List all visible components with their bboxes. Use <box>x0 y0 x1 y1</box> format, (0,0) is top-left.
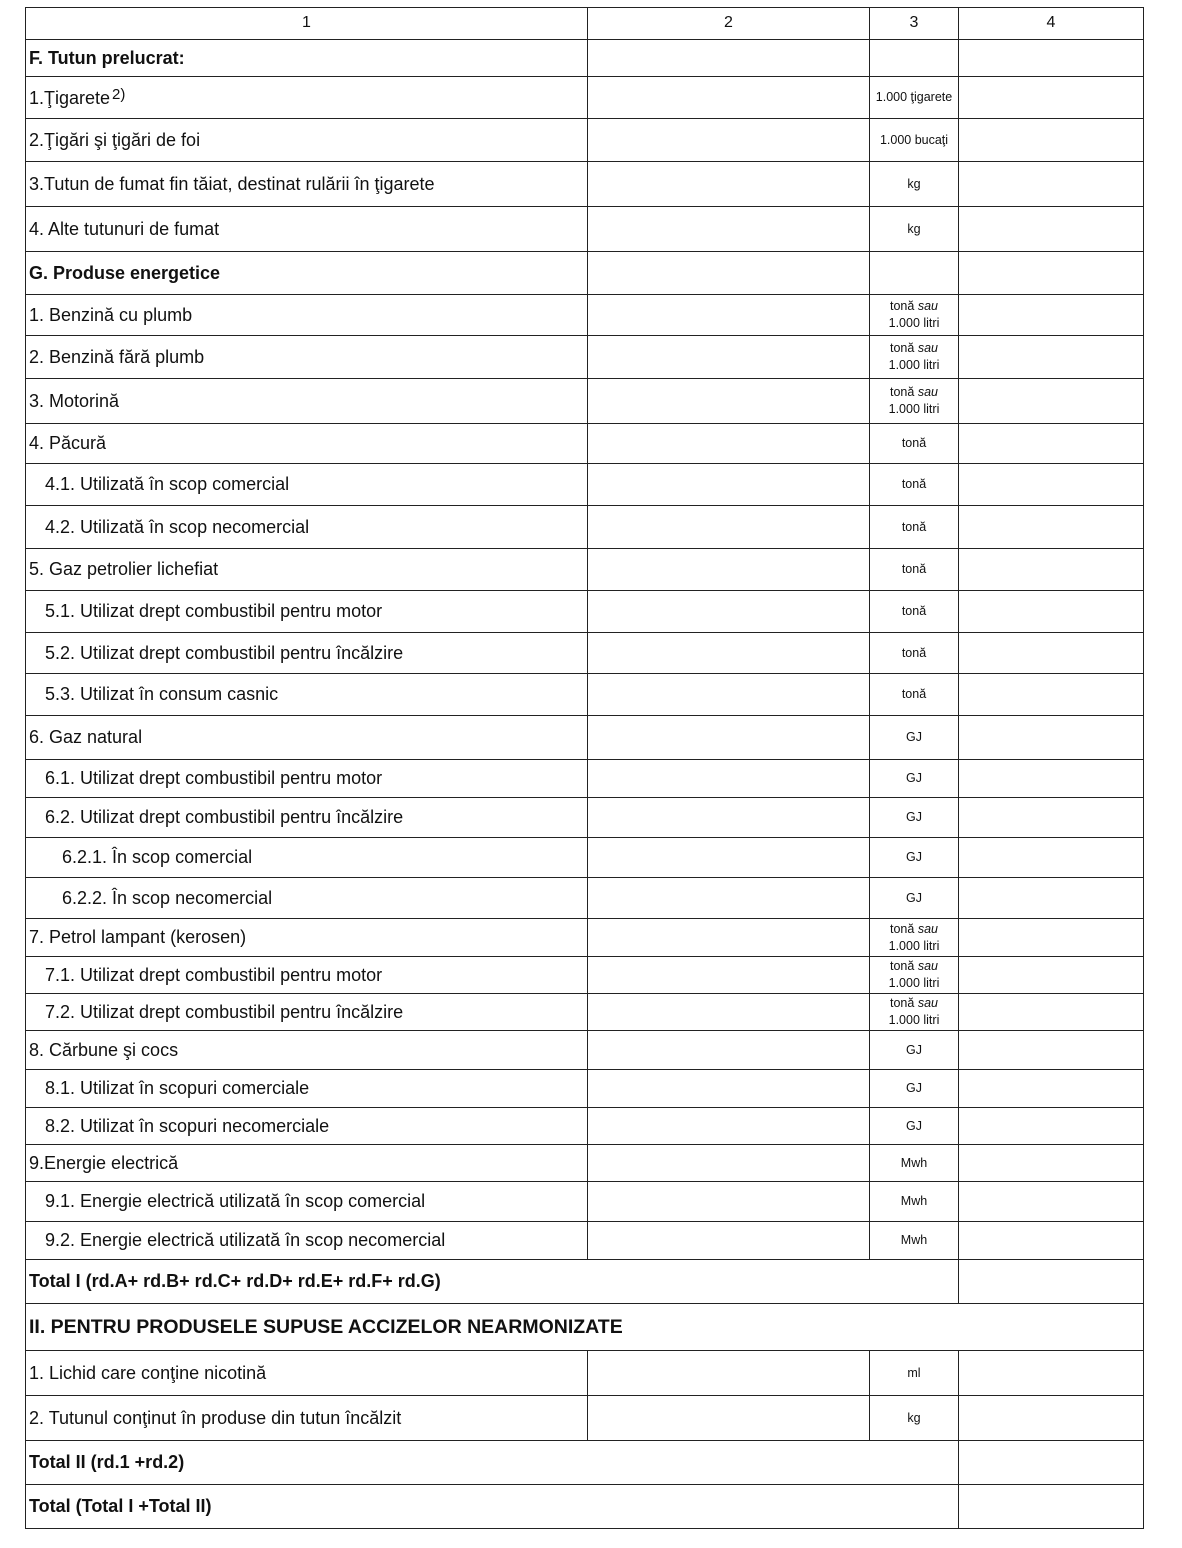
table-row <box>26 464 1144 506</box>
row-label: 4. Păcură <box>26 424 588 464</box>
table-row <box>26 591 1144 633</box>
value-cell[interactable] <box>959 77 1144 119</box>
col-header-2: 2 <box>588 8 870 40</box>
row-label: 5.1. Utilizat drept combustibil pentru motor <box>26 591 588 633</box>
value-cell[interactable] <box>588 838 870 878</box>
value-cell[interactable] <box>588 591 870 633</box>
row-label: 2.Ţigări şi ţigări de foi <box>26 119 588 162</box>
unit-b: 1.000 litri <box>888 976 940 990</box>
value-cell[interactable] <box>588 1070 870 1108</box>
value-cell[interactable] <box>588 919 870 957</box>
unit-cell: Mwh <box>870 1222 959 1260</box>
value-cell[interactable] <box>959 716 1144 760</box>
value-cell[interactable] <box>959 207 1144 252</box>
value-cell[interactable] <box>959 1182 1144 1222</box>
value-cell[interactable] <box>959 1145 1144 1182</box>
header-row <box>26 8 1144 40</box>
value-cell[interactable] <box>959 549 1144 591</box>
unit-or: sau <box>917 996 938 1011</box>
table-row <box>26 760 1144 798</box>
row-label: 5.3. Utilizat în consum casnic <box>26 674 588 716</box>
table-row <box>26 252 1144 295</box>
value-cell[interactable] <box>959 919 1144 957</box>
value-cell[interactable] <box>959 674 1144 716</box>
row-label: 9.2. Energie electrică utilizată în scop necomercial <box>26 1222 588 1260</box>
row-label <box>26 77 588 119</box>
row-label: 6. Gaz natural <box>26 716 588 760</box>
unit-a: tonă <box>890 959 915 974</box>
row-label: 5. Gaz petrolier lichefiat <box>26 549 588 591</box>
row-label: 1. Benzină cu plumb <box>26 295 588 336</box>
unit-cell: tonă <box>870 424 959 464</box>
value-cell[interactable] <box>588 506 870 549</box>
col-header-3: 3 <box>870 8 959 40</box>
grand-total-label: Total (Total I +Total II) <box>26 1485 959 1529</box>
value-cell[interactable] <box>588 674 870 716</box>
value-cell[interactable] <box>588 994 870 1031</box>
value-cell[interactable] <box>588 1182 870 1222</box>
section-heading-2: II. PENTRU PRODUSELE SUPUSE ACCIZELOR NEARMONIZATE <box>26 1304 1144 1351</box>
excise-table <box>25 7 1144 1529</box>
row-label: 8.2. Utilizat în scopuri necomerciale <box>26 1108 588 1145</box>
unit-a: tonă <box>890 299 915 314</box>
unit-a: tonă <box>890 996 915 1011</box>
row-label: 3.Tutun de fumat fin tăiat, destinat rulării în ţigarete <box>26 162 588 207</box>
row-label: 6.2.2. În scop necomercial <box>26 878 588 919</box>
value-cell[interactable] <box>588 957 870 994</box>
value-cell[interactable] <box>959 798 1144 838</box>
table-row <box>26 1351 1144 1396</box>
unit-a: tonă <box>890 341 915 356</box>
value-cell[interactable] <box>959 1222 1144 1260</box>
table-row <box>26 119 1144 162</box>
table-row <box>26 1031 1144 1070</box>
value-cell[interactable] <box>588 379 870 424</box>
table-row <box>26 379 1144 424</box>
value-cell[interactable] <box>588 295 870 336</box>
row-label: 5.2. Utilizat drept combustibil pentru încălzire <box>26 633 588 674</box>
unit-cell: 1.000 bucaţi <box>870 119 959 162</box>
unit-or: sau <box>917 299 938 314</box>
grand-total-row <box>26 1485 1144 1529</box>
row-label: 4.1. Utilizată în scop comercial <box>26 464 588 506</box>
value-cell[interactable] <box>959 994 1144 1031</box>
table-row <box>26 77 1144 119</box>
total-2-label: Total II (rd.1 +rd.2) <box>26 1441 959 1485</box>
table-row <box>26 919 1144 957</box>
unit-cell: 1.000 ţigarete <box>870 77 959 119</box>
value-cell[interactable] <box>959 760 1144 798</box>
row-label: 3. Motorină <box>26 379 588 424</box>
row-label: 6.2.1. În scop comercial <box>26 838 588 878</box>
value-cell[interactable] <box>588 1222 870 1260</box>
unit-cell <box>870 957 959 994</box>
unit-cell: GJ <box>870 1108 959 1145</box>
unit-cell: tonă <box>870 591 959 633</box>
value-cell[interactable] <box>588 1351 870 1396</box>
table-row <box>26 633 1144 674</box>
unit-cell <box>870 40 959 77</box>
row-label: 7.1. Utilizat drept combustibil pentru motor <box>26 957 588 994</box>
value-cell[interactable] <box>588 1145 870 1182</box>
unit-cell <box>870 379 959 424</box>
value-cell[interactable] <box>588 549 870 591</box>
unit-b: 1.000 litri <box>888 358 940 372</box>
value-cell[interactable] <box>588 207 870 252</box>
unit-cell: tonă <box>870 549 959 591</box>
row-label: 4.2. Utilizată în scop necomercial <box>26 506 588 549</box>
unit-cell: GJ <box>870 838 959 878</box>
unit-a: tonă <box>890 921 915 936</box>
unit-b: 1.000 litri <box>888 402 940 416</box>
row-label: 8.1. Utilizat în scopuri comerciale <box>26 1070 588 1108</box>
value-cell[interactable] <box>959 336 1144 379</box>
total-2-value[interactable] <box>959 1441 1144 1485</box>
value-cell[interactable] <box>588 464 870 506</box>
value-cell[interactable] <box>959 591 1144 633</box>
row-label: 6.2. Utilizat drept combustibil pentru încălzire <box>26 798 588 838</box>
table-row <box>26 40 1144 77</box>
row-label: 7. Petrol lampant (kerosen) <box>26 919 588 957</box>
value-cell[interactable] <box>588 336 870 379</box>
table-row <box>26 295 1144 336</box>
unit-or: sau <box>917 921 938 936</box>
col-header-1: 1 <box>26 8 588 40</box>
col-header-4: 4 <box>959 8 1144 40</box>
table-row <box>26 549 1144 591</box>
value-cell[interactable] <box>959 379 1144 424</box>
unit-b: 1.000 litri <box>888 938 940 953</box>
unit-cell: kg <box>870 1396 959 1441</box>
table-row <box>26 424 1144 464</box>
grand-total-value[interactable] <box>959 1485 1144 1529</box>
table-row <box>26 957 1144 994</box>
table-row <box>26 1222 1144 1260</box>
section-heading-g: G. Produse energetice <box>26 252 588 295</box>
unit-or: sau <box>917 385 938 400</box>
row-label: 2. Tutunul conţinut în produse din tutun încălzit <box>26 1396 588 1441</box>
value-cell[interactable] <box>588 77 870 119</box>
unit-cell: ml <box>870 1351 959 1396</box>
value-cell[interactable] <box>959 1396 1144 1441</box>
total-2-row <box>26 1441 1144 1485</box>
table-row <box>26 1182 1144 1222</box>
row-label: 1. Lichid care conţine nicotină <box>26 1351 588 1396</box>
table-row <box>26 1396 1144 1441</box>
unit-b: 1.000 litri <box>888 316 940 330</box>
value-cell[interactable] <box>959 878 1144 919</box>
value-cell[interactable] <box>588 716 870 760</box>
unit-or: sau <box>917 959 938 974</box>
table-row <box>26 336 1144 379</box>
value-cell[interactable] <box>588 119 870 162</box>
table-row <box>26 994 1144 1031</box>
value-cell[interactable] <box>959 424 1144 464</box>
value-cell[interactable] <box>588 878 870 919</box>
value-cell[interactable] <box>959 633 1144 674</box>
value-cell[interactable] <box>588 40 870 77</box>
row-label: 7.2. Utilizat drept combustibil pentru încălzire <box>26 994 588 1031</box>
unit-cell: Mwh <box>870 1182 959 1222</box>
table-row <box>26 506 1144 549</box>
unit-cell <box>870 994 959 1031</box>
table-row <box>26 162 1144 207</box>
row-label: 2. Benzină fără plumb <box>26 336 588 379</box>
unit-cell <box>870 295 959 336</box>
unit-cell <box>870 252 959 295</box>
value-cell[interactable] <box>588 1396 870 1441</box>
total-1-value[interactable] <box>959 1260 1144 1304</box>
row-label: 4. Alte tutunuri de fumat <box>26 207 588 252</box>
value-cell[interactable] <box>959 838 1144 878</box>
value-cell[interactable] <box>959 957 1144 994</box>
value-cell[interactable] <box>959 1031 1144 1070</box>
value-cell[interactable] <box>959 506 1144 549</box>
row-label: 9.Energie electrică <box>26 1145 588 1182</box>
value-cell[interactable] <box>959 1351 1144 1396</box>
unit-cell: GJ <box>870 760 959 798</box>
value-cell[interactable] <box>959 295 1144 336</box>
value-cell[interactable] <box>588 252 870 295</box>
value-cell[interactable] <box>959 119 1144 162</box>
table-row <box>26 674 1144 716</box>
row-label: 6.1. Utilizat drept combustibil pentru motor <box>26 760 588 798</box>
table-row <box>26 1108 1144 1145</box>
unit-b: 1.000 litri <box>888 1013 940 1027</box>
value-cell[interactable] <box>588 1108 870 1145</box>
value-cell[interactable] <box>588 798 870 838</box>
value-cell[interactable] <box>959 40 1144 77</box>
unit-cell: GJ <box>870 716 959 760</box>
value-cell[interactable] <box>959 464 1144 506</box>
table-row <box>26 1145 1144 1182</box>
value-cell[interactable] <box>588 162 870 207</box>
unit-cell: tonă <box>870 464 959 506</box>
value-cell[interactable] <box>588 424 870 464</box>
value-cell[interactable] <box>959 1108 1144 1145</box>
total-1-label: Total I (rd.A+ rd.B+ rd.C+ rd.D+ rd.E+ rd.F+ rd.G) <box>26 1260 959 1304</box>
table-row <box>26 798 1144 838</box>
value-cell[interactable] <box>959 162 1144 207</box>
table-row <box>26 838 1144 878</box>
row-label: 9.1. Energie electrică utilizată în scop comercial <box>26 1182 588 1222</box>
value-cell[interactable] <box>588 760 870 798</box>
table-row <box>26 207 1144 252</box>
value-cell[interactable] <box>959 252 1144 295</box>
table-row <box>26 878 1144 919</box>
unit-a: tonă <box>890 385 915 400</box>
unit-cell: GJ <box>870 1031 959 1070</box>
section-2-row <box>26 1304 1144 1351</box>
unit-or: sau <box>917 341 938 356</box>
unit-cell <box>870 919 959 957</box>
table-row <box>26 1070 1144 1108</box>
unit-cell: GJ <box>870 878 959 919</box>
value-cell[interactable] <box>588 633 870 674</box>
value-cell[interactable] <box>588 1031 870 1070</box>
unit-cell: GJ <box>870 798 959 838</box>
section-heading-f: F. Tutun prelucrat: <box>26 40 588 77</box>
total-1-row <box>26 1260 1144 1304</box>
unit-cell <box>870 336 959 379</box>
unit-cell: Mwh <box>870 1145 959 1182</box>
footnote-mark: 2) <box>112 86 126 104</box>
row-label: 8. Cărbune şi cocs <box>26 1031 588 1070</box>
table-row <box>26 716 1144 760</box>
unit-cell: tonă <box>870 674 959 716</box>
unit-cell: GJ <box>870 1070 959 1108</box>
value-cell[interactable] <box>959 1070 1144 1108</box>
unit-cell: kg <box>870 162 959 207</box>
unit-cell: tonă <box>870 633 959 674</box>
unit-cell: kg <box>870 207 959 252</box>
unit-cell: tonă <box>870 506 959 549</box>
row-label-text: 1.Ţigarete <box>29 88 111 109</box>
